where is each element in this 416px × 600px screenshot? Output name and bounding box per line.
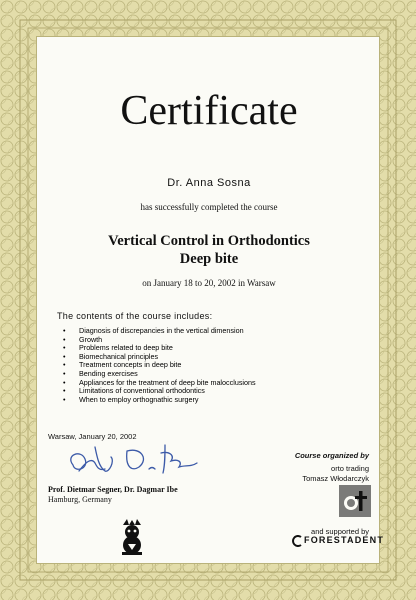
- forestadent-logo: [290, 535, 385, 547]
- certificate-title: Certificate: [120, 88, 298, 134]
- completion-statement: has successfully completed the course: [140, 202, 278, 212]
- topic-text: Treatment concepts in deep bite: [79, 360, 182, 370]
- supported-label: and supported by: [311, 527, 369, 536]
- topic-text: Biomechanical principles: [79, 351, 159, 361]
- signatory-city: Hamburg, Germany: [48, 495, 112, 504]
- list-item: • Appliances for the treatment of deep bite malocclusions: [63, 377, 256, 387]
- course-title-line1: Vertical Control in Orthodontics: [108, 233, 310, 249]
- forestadent-wordmark: FORESTADENT: [304, 535, 385, 545]
- topic-text: Appliances for the treatment of deep bite malocclusions: [79, 377, 256, 387]
- topics-list: [63, 327, 256, 404]
- list-item: • Problems related to deep bite: [63, 343, 173, 353]
- contents-heading: The contents of the course includes:: [57, 311, 213, 321]
- list-item: • Diagnosis of discrepancies in the vertical dimension: [63, 326, 244, 335]
- topic-text: Limitations of conventional orthodontics: [79, 386, 205, 396]
- topic-text: Problems related to deep bite: [79, 343, 173, 353]
- society-mascot-logo: [117, 517, 147, 557]
- organizer-company: orto trading: [331, 464, 369, 473]
- topic-text: Bending exercises: [79, 368, 138, 378]
- list-item: • Bending exercises: [63, 368, 138, 378]
- place-date: Warsaw, January 20, 2002: [48, 432, 137, 441]
- signatories: Prof. Dietmar Segner, Dr. Dagmar Ibe: [48, 485, 178, 494]
- certificate-paper: [36, 36, 385, 564]
- list-item: • Biomechanical principles: [63, 351, 159, 361]
- topic-text: When to employ orthognathic surgery: [79, 394, 199, 404]
- list-item: • Treatment concepts in deep bite: [63, 360, 182, 370]
- topic-text: Growth: [79, 334, 103, 344]
- organizer-person: Tomasz Włodarczyk: [302, 474, 369, 483]
- list-item: • Growth: [63, 334, 103, 344]
- handwritten-signature: [65, 441, 200, 481]
- forestadent-mark-icon: [290, 535, 302, 547]
- list-item: • When to employ orthognathic surgery: [63, 394, 199, 404]
- recipient-name: Dr. Anna Sosna: [167, 177, 251, 189]
- course-title-line2: Deep bite: [179, 251, 239, 267]
- orto-trading-logo: [339, 485, 371, 517]
- organized-label: Course organized by: [294, 451, 369, 460]
- course-dates: on January 18 to 20, 2002 in Warsaw: [142, 278, 276, 288]
- topic-text: Diagnosis of discrepancies in the vertical dimension: [79, 326, 244, 335]
- list-item: • Limitations of conventional orthodontics: [63, 386, 205, 396]
